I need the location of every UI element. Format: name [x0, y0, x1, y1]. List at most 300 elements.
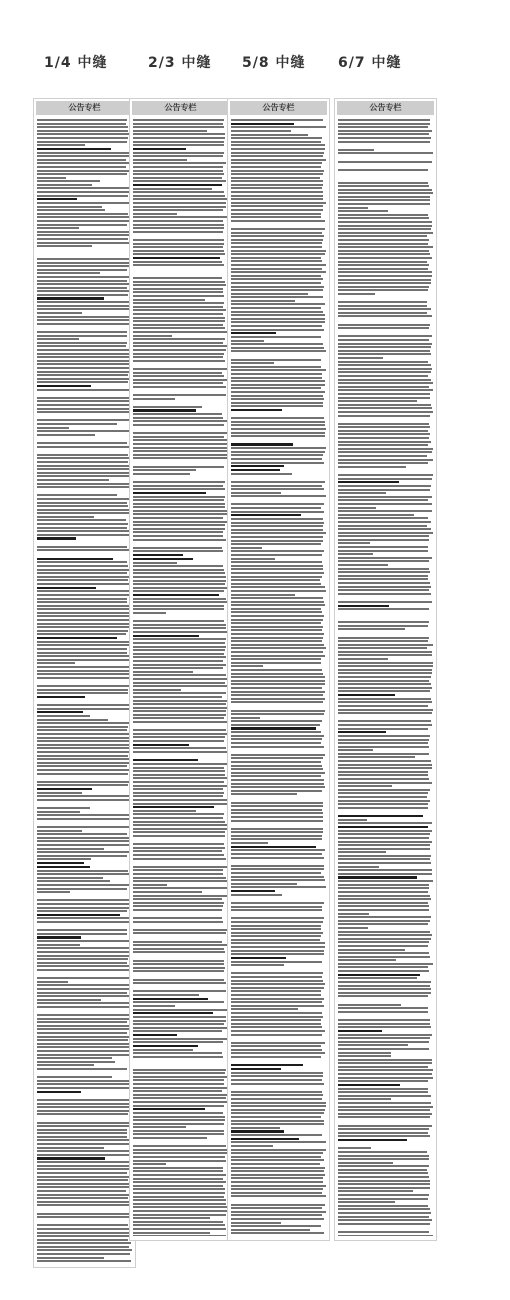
notice-text-line: [133, 261, 222, 263]
notice-text-line: [133, 685, 227, 687]
notice-text-line: [37, 933, 127, 935]
notice-text-line: [338, 728, 428, 730]
notice-text-line: [338, 568, 429, 570]
notice-text-line: [338, 1004, 401, 1006]
notice-text-line: [338, 1011, 428, 1013]
notice-text-line: [231, 1225, 321, 1227]
notice-text-line: [338, 680, 429, 682]
paragraph-gap: [338, 156, 433, 159]
notice-text-line: [338, 966, 428, 968]
notice-text-line: [231, 775, 321, 777]
notice-text-line: [231, 424, 325, 426]
notice-text-line: [37, 884, 129, 886]
notice-text-line: [231, 362, 274, 364]
notice-text-line: [338, 371, 431, 373]
notice-text-line: [133, 721, 227, 723]
notice-text-line: [37, 955, 131, 957]
notice-text-line: [133, 891, 202, 893]
notice-heading-line: [231, 1130, 284, 1132]
notice-text-line: [338, 782, 432, 784]
notice-text-line: [338, 1116, 430, 1118]
notice-text-line: [338, 1180, 430, 1182]
notice-text-line: [37, 534, 132, 536]
notice-heading-line: [338, 1139, 407, 1141]
notice-text-line: [231, 757, 323, 759]
notice-text-line: [37, 988, 129, 990]
notice-text-line: [133, 1203, 226, 1205]
notice-text-line: [133, 583, 225, 585]
notice-text-line: [133, 281, 225, 283]
paragraph-gap: [231, 749, 326, 752]
notice-text-line: [37, 565, 128, 567]
notice-text-line: [37, 338, 79, 340]
notice-text-line: [231, 384, 325, 386]
notice-text-line: [231, 935, 321, 937]
notice-text-line: [338, 625, 428, 627]
notice-text-line: [338, 327, 429, 329]
notice-text-line: [133, 386, 226, 388]
notice-text-line: [37, 1057, 112, 1059]
paragraph-gap: [338, 617, 433, 620]
notice-text-line: [133, 368, 227, 370]
notice-text-line: [133, 785, 227, 787]
notice-text-line: [37, 162, 132, 164]
notice-text-line: [37, 811, 80, 813]
notice-text-line: [231, 849, 325, 851]
paragraph-gap: [231, 1199, 326, 1202]
notice-text-line: [133, 887, 228, 889]
column-3: [227, 98, 330, 1241]
notice-text-line: [231, 1222, 281, 1224]
notice-text-line: [37, 903, 131, 905]
notice-heading-line: [231, 846, 316, 848]
notice-text-line: [231, 228, 325, 230]
notice-text-line: [37, 722, 130, 724]
notice-text-line: [37, 1161, 131, 1163]
notice-text-line: [338, 647, 427, 649]
notice-text-line: [133, 843, 224, 845]
notice-text-line: [133, 517, 223, 519]
notice-text-line: [231, 232, 322, 234]
notice-text-line: [231, 683, 325, 685]
notice-text-line: [231, 417, 324, 419]
paragraph-gap: [231, 476, 326, 479]
notice-text-line: [37, 1039, 128, 1041]
notice-text-line: [338, 640, 428, 642]
notice-text-line: [231, 1127, 280, 1129]
notice-text-line: [338, 474, 433, 476]
notice-text-line: [231, 651, 323, 653]
notice-text-line: [231, 213, 321, 215]
notice-text-line: [338, 1026, 431, 1028]
notice-text-line: [37, 719, 108, 721]
notice-text-line: [37, 594, 129, 596]
notice-text-line: [231, 662, 321, 664]
notice-text-line: [231, 286, 324, 288]
notice-text-line: [37, 1064, 94, 1066]
notice-text-line: [231, 282, 321, 284]
notice-text-line: [37, 206, 102, 208]
notice-text-line: [231, 779, 324, 781]
notice-text-line: [338, 275, 432, 277]
notice-text-line: [338, 514, 414, 516]
notice-text-line: [231, 761, 321, 763]
notice-text-line: [338, 785, 392, 787]
notice-text-line: [231, 250, 326, 252]
notice-text-line: [231, 594, 295, 596]
notice-text-line: [338, 848, 430, 850]
notice-text-line: [231, 184, 323, 186]
notice-text-line: [231, 572, 324, 574]
notice-text-line: [37, 851, 130, 853]
notice-text-line: [37, 231, 131, 233]
notice-text-line: [231, 1232, 324, 1234]
notice-text-line: [338, 1037, 430, 1039]
notice-text-line: [37, 220, 132, 222]
notice-text-line: [37, 1083, 131, 1085]
notice-text-line: [133, 576, 226, 578]
notice-text-line: [37, 1068, 127, 1070]
notice-text-line: [338, 887, 429, 889]
notice-text-line: [231, 391, 325, 393]
notice-text-line: [37, 729, 127, 731]
notice-text-line: [338, 578, 428, 580]
notice-text-line: [338, 375, 428, 377]
notice-text-line: [133, 601, 228, 603]
notice-text-line: [37, 187, 132, 189]
notice-text-line: [231, 321, 325, 323]
notice-text-line: [231, 532, 326, 534]
notice-text-line: [133, 1232, 210, 1234]
notice-text-line: [338, 478, 432, 480]
notice-text-line: [37, 353, 131, 355]
notice-text-line: [338, 796, 427, 798]
notice-text-line: [37, 818, 131, 820]
notice-text-line: [133, 506, 225, 508]
notice-text-line: [231, 547, 262, 549]
notice-text-line: [37, 283, 130, 285]
column-2: [129, 98, 232, 1241]
notice-text-line: [133, 550, 223, 552]
notice-text-line: [338, 379, 431, 381]
paragraph-gap: [37, 1220, 132, 1223]
notice-text-line: [133, 531, 223, 533]
notice-text-line: [133, 1023, 224, 1025]
notice-text-line: [37, 1006, 132, 1008]
paragraph-gap: [37, 553, 132, 556]
notice-text-line: [37, 527, 127, 529]
notice-text-line: [133, 817, 223, 819]
notice-text-line: [231, 1091, 322, 1093]
notice-text-line: [133, 631, 227, 633]
notice-text-line: [231, 1159, 324, 1161]
paragraph-gap: [37, 680, 132, 683]
notice-text-line: [231, 909, 322, 911]
notice-text-line: [133, 781, 224, 783]
notice-text-line: [133, 231, 223, 233]
notice-text-line: [37, 659, 130, 661]
notice-text-line: [133, 580, 226, 582]
notice-heading-line: [231, 465, 284, 467]
notice-text-line: [37, 677, 130, 679]
notice-text-line: [338, 720, 431, 722]
paragraph-gap: [231, 823, 326, 826]
notice-text-line: [231, 961, 322, 963]
notice-text-line: [37, 133, 130, 135]
notice-text-line: [231, 318, 325, 320]
notice-text-line: [231, 680, 325, 682]
notice-text-line: [338, 593, 431, 595]
notice-text-line: [338, 430, 428, 432]
notice-text-line: [37, 119, 127, 121]
notice-text-line: [231, 1049, 322, 1051]
notice-text-line: [338, 869, 432, 871]
notice-text-line: [231, 1109, 325, 1111]
notice-text-line: [231, 387, 321, 389]
notice-text-line: [338, 771, 428, 773]
notice-text-line: [338, 539, 429, 541]
notice-text-line: [231, 615, 324, 617]
notice-text-line: [133, 220, 223, 222]
paragraph-gap: [231, 968, 326, 971]
notice-text-line: [338, 455, 427, 457]
notice-text-line: [37, 840, 129, 842]
notice-text-line: [338, 753, 429, 755]
notice-text-line: [338, 253, 430, 255]
notice-text-line: [231, 939, 320, 941]
notice-text-line: [133, 375, 224, 377]
notice-text-line: [37, 269, 127, 271]
notice-text-line: [37, 427, 69, 429]
notice-text-line: [231, 1207, 322, 1209]
notice-text-line: [133, 1076, 227, 1078]
notice-text-line: [37, 137, 128, 139]
notice-text-line: [231, 917, 324, 919]
notice-text-line: [37, 1239, 128, 1241]
notice-text-line: [338, 1194, 429, 1196]
notice-text-line: [37, 1025, 130, 1027]
notice-text-line: [231, 395, 323, 397]
notice-text-line: [231, 1214, 322, 1216]
paragraph-gap: [338, 297, 433, 300]
notice-text-line: [338, 1052, 391, 1054]
column-body-2: [133, 119, 228, 1236]
notice-text-line: [231, 1034, 322, 1036]
notice-text-line: [231, 964, 284, 966]
notice-text-line: [231, 343, 323, 345]
notice-text-line: [231, 1083, 324, 1085]
notice-text-line: [37, 1080, 130, 1082]
notice-text-line: [338, 324, 430, 326]
notice-text-line: [338, 739, 429, 741]
notice-text-line: [37, 287, 127, 289]
notice-text-line: [231, 1012, 322, 1014]
notice-text-line: [133, 481, 225, 483]
notice-text-line: [37, 673, 129, 675]
notice-text-line: [37, 598, 127, 600]
notice-text-line: [133, 406, 202, 408]
notice-text-line: [37, 216, 129, 218]
notice-text-line: [338, 764, 432, 766]
notice-text-line: [231, 597, 323, 599]
notice-text-line: [231, 1075, 323, 1077]
notice-text-line: [133, 206, 226, 208]
notice-text-line: [231, 853, 322, 855]
notice-text-line: [231, 536, 323, 538]
notice-text-line: [338, 217, 429, 219]
notice-text-line: [231, 865, 324, 867]
notice-text-line: [133, 133, 225, 135]
notice-text-line: [133, 967, 225, 969]
notice-text-line: [231, 565, 323, 567]
notice-text-line: [37, 583, 131, 585]
paragraph-gap: [37, 1208, 132, 1211]
notice-heading-line: [231, 890, 275, 892]
notice-text-line: [231, 242, 322, 244]
notice-text-line: [231, 980, 323, 982]
notice-text-line: [133, 1105, 224, 1107]
notice-text-line: [133, 264, 224, 266]
notice-text-line: [231, 1005, 324, 1007]
notice-text-line: [231, 568, 323, 570]
notice-text-line: [133, 306, 223, 308]
notice-text-line: [133, 372, 222, 374]
notice-text-line: [231, 998, 324, 1000]
notice-text-line: [133, 605, 224, 607]
notice-text-line: [37, 579, 128, 581]
notice-text-line: [133, 774, 225, 776]
notice-text-line: [338, 884, 429, 886]
notice-text-line: [338, 271, 432, 273]
notice-heading-line: [133, 554, 183, 556]
notice-text-line: [338, 282, 431, 284]
notice-text-line: [37, 180, 100, 182]
notice-text-line: [231, 257, 321, 259]
notice-text-line: [231, 264, 326, 266]
notice-text-line: [231, 673, 323, 675]
paragraph-gap: [231, 897, 326, 900]
notice-text-line: [231, 253, 325, 255]
paragraph-gap: [338, 319, 433, 322]
notice-text-line: [37, 576, 129, 578]
notice-text-line: [338, 949, 405, 951]
notice-text-line: [338, 232, 433, 234]
notice-text-line: [37, 740, 130, 742]
notice-text-line: [231, 754, 325, 756]
notice-text-line: [37, 546, 127, 548]
notice-text-line: [133, 813, 224, 815]
notice-text-line: [231, 987, 324, 989]
notice-text-line: [231, 458, 322, 460]
notice-text-line: [37, 1147, 104, 1149]
notice-text-line: [231, 1218, 324, 1220]
paragraph-gap: [338, 177, 433, 180]
paragraph-gap: [231, 1060, 326, 1063]
notice-text-line: [133, 828, 227, 830]
notice-text-line: [338, 873, 432, 875]
notice-text-line: [338, 1077, 433, 1079]
notice-text-line: [338, 210, 388, 212]
notice-text-line: [133, 979, 224, 981]
notice-text-line: [133, 941, 222, 943]
notice-heading-line: [133, 635, 199, 637]
notice-text-line: [338, 426, 430, 428]
notice-text-line: [231, 373, 322, 375]
notice-text-line: [37, 623, 130, 625]
notice-text-line: [37, 349, 129, 351]
notice-text-line: [133, 905, 223, 907]
notice-text-line: [231, 633, 324, 635]
notice-text-line: [37, 530, 129, 532]
notice-text-line: [231, 481, 325, 483]
notice-text-line: [37, 969, 130, 971]
notice-text-line: [231, 507, 321, 509]
notice-text-line: [338, 913, 369, 915]
notice-text-line: [133, 202, 226, 204]
notice-text-line: [37, 516, 94, 518]
notice-text-line: [133, 166, 223, 168]
notice-text-line: [231, 518, 323, 520]
notice-text-line: [231, 1102, 326, 1104]
notice-text-line: [133, 284, 226, 286]
notice-text-line: [231, 590, 326, 592]
notice-text-line: [231, 447, 326, 449]
notice-text-line: [231, 868, 324, 870]
notice-text-line: [133, 349, 226, 351]
notice-text-line: [133, 324, 223, 326]
notice-text-line: [231, 976, 322, 978]
notice-text-line: [338, 1062, 432, 1064]
notice-text-line: [37, 1228, 130, 1230]
notice-text-line: [338, 415, 430, 417]
notice-text-line: [133, 1116, 225, 1118]
notice-text-line: [338, 898, 431, 900]
notice-text-line: [133, 747, 226, 749]
notice-text-line: [37, 844, 131, 846]
notice-text-line: [231, 1001, 322, 1003]
notice-text-line: [133, 424, 224, 426]
notice-heading-line: [231, 443, 293, 445]
notice-text-line: [231, 130, 291, 132]
notice-text-line: [133, 159, 187, 161]
notice-text-line: [133, 824, 227, 826]
notice-text-line: [338, 654, 432, 656]
notice-heading-line: [133, 148, 186, 150]
notice-text-line: [338, 945, 428, 947]
notice-text-line: [231, 994, 321, 996]
notice-text-line: [37, 784, 128, 786]
notice-text-line: [231, 655, 325, 657]
paragraph-gap: [133, 861, 228, 864]
notice-text-line: [338, 268, 428, 270]
paragraph-gap: [133, 461, 228, 464]
notice-text-line: [338, 774, 428, 776]
notice-text-line: [338, 959, 396, 961]
notice-text-line: [231, 876, 324, 878]
notice-text-line: [133, 246, 223, 248]
paragraph-gap: [231, 1086, 326, 1089]
notice-text-line: [133, 1137, 207, 1139]
notice-text-line: [231, 166, 321, 168]
notice-text-line: [231, 611, 322, 613]
notice-heading-line: [231, 469, 280, 471]
notice-text-line: [133, 250, 224, 252]
notice-text-line: [133, 227, 224, 229]
paragraph-gap: [133, 542, 228, 545]
notice-text-line: [231, 786, 325, 788]
notice-text-line: [133, 866, 227, 868]
notice-text-line: [37, 272, 100, 274]
